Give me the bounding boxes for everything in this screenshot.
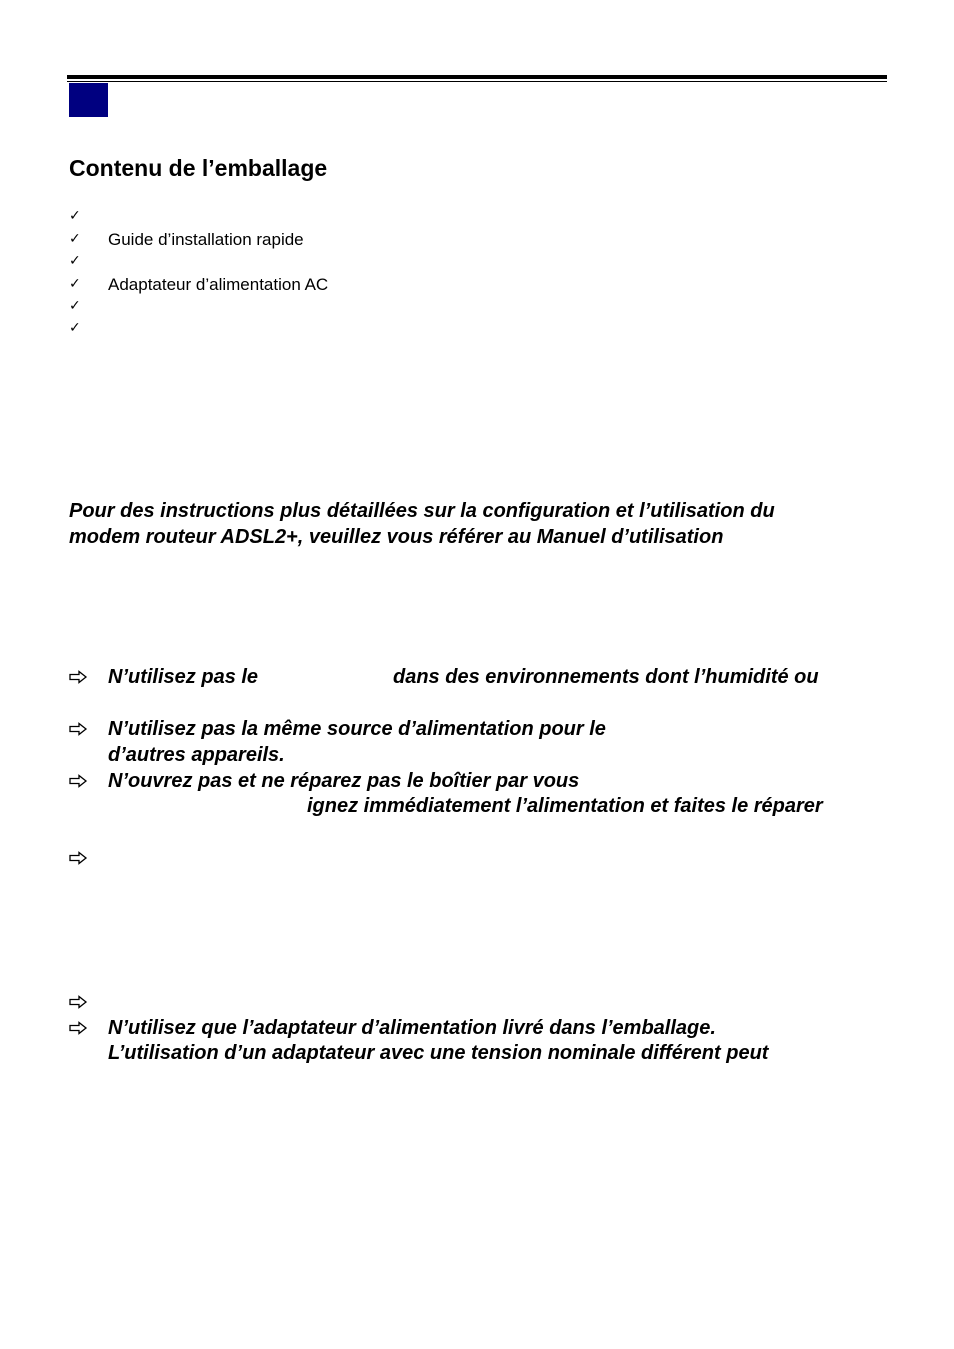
warning-6-line-1: N’utilisez que l’adaptateur d’alimentation livré dans l’emballage. [108, 1017, 716, 1039]
chapter-marker-block [69, 83, 108, 117]
right-arrow-icon [67, 1021, 89, 1035]
section-title: Contenu de l’emballage [69, 155, 328, 181]
warning-1-part-b: dans des environnements dont l’humidité ou [393, 666, 819, 688]
note-line-1: Pour des instructions plus détaillées sur la configuration et l’utilisation du [69, 500, 775, 522]
checkmark-icon: ✓ [69, 298, 81, 314]
right-arrow-icon [67, 722, 89, 736]
warning-2-line-2: d’autres appareils. [108, 744, 285, 766]
checkmark-icon: ✓ [69, 320, 81, 336]
warning-3-line-2: ignez immédiatement l’alimentation et faites le réparer [307, 795, 823, 817]
checkmark-icon: ✓ [69, 253, 81, 269]
header-rule-thick [67, 75, 887, 79]
right-arrow-icon [67, 774, 89, 788]
warning-2-line-1: N’utilisez pas la même source d’alimentation pour le [108, 718, 606, 740]
checkmark-icon: ✓ [69, 208, 81, 224]
checkmark-icon: ✓ [69, 276, 81, 292]
right-arrow-icon [67, 995, 89, 1009]
checkmark-icon: ✓ [69, 231, 81, 247]
warning-3-line-1: N’ouvrez pas et ne réparez pas le boîtier par vous [108, 770, 580, 792]
list-item: Guide d’installation rapide [108, 230, 304, 249]
list-item: Adaptateur d’alimentation AC [108, 275, 329, 294]
right-arrow-icon [67, 851, 89, 865]
note-line-2: modem routeur ADSL2+, veuillez vous référer au Manuel d’utilisation [69, 526, 724, 548]
warning-1-part-a: N’utilisez pas le [108, 666, 259, 688]
right-arrow-icon [67, 670, 89, 684]
warning-6-line-2: L’utilisation d’un adaptateur avec une tension nominale différent peut [108, 1042, 769, 1064]
header-rule-thin [67, 81, 887, 82]
